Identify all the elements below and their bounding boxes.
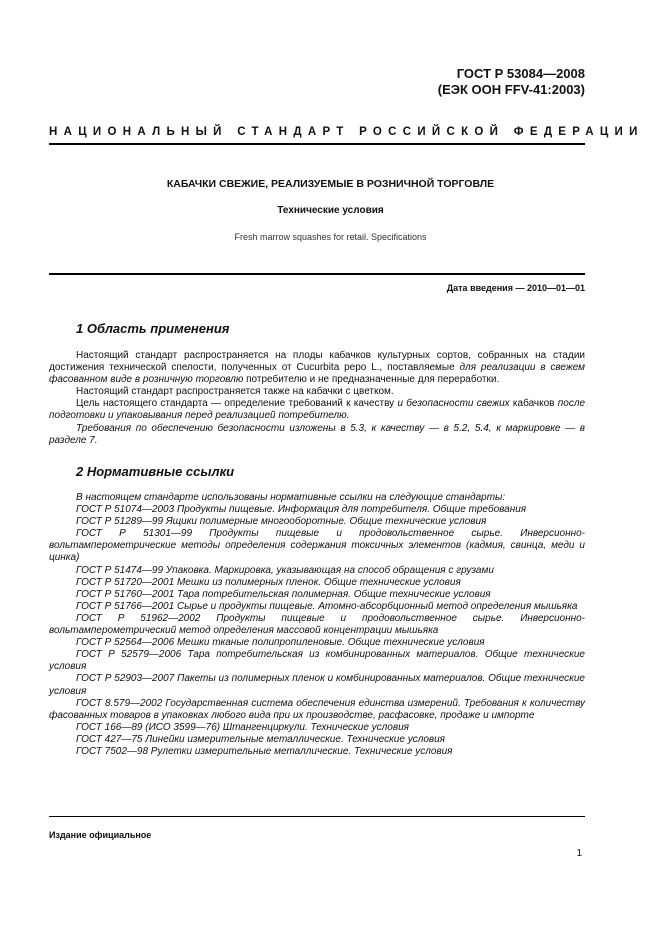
reference-item: ГОСТ Р 52579—2006 Тара потребительская из комбинированных материалов. Общие технические условия [49, 649, 585, 673]
document-subtitle: Технические условия [277, 205, 384, 216]
footer-rule [49, 816, 585, 817]
official-edition-label: Издание официальное [49, 830, 152, 840]
reference-item: ГОСТ Р 52564—2006 Мешки тканые полипропиленовые. Общие технические условия [76, 637, 485, 649]
reference-item: ГОСТ Р 51766—2001 Сырье и продукты пищевые. Атомно-абсорбционный метод определения мышьяка [76, 600, 578, 612]
text-run-italic: и безопасности свежих [397, 398, 510, 410]
document-title: КАБАЧКИ СВЕЖИЕ, РЕАЛИЗУЕМЫЕ В РОЗНИЧНОЙ ТОРГОВЛЕ [166, 178, 495, 190]
text-run: Настоящий стандарт распространяется на плоды кабачков культурных сортов, собранных на стадии достижения технической спелости, полученных от Cucurbita pepo L., поставляемые [49, 350, 585, 374]
reference-item: ГОСТ Р 51962—2002 Продукты пищевые и продовольственное сырье. Инверсионно-вольтамперометрический метод определения массовой концентрации мышьяка [49, 612, 585, 637]
section-2-heading: 2 Нормативные ссылки [76, 464, 235, 479]
introduction-date: Дата введения — 2010—01—01 [446, 283, 585, 293]
reference-item: ГОСТ Р 51720—2001 Мешки из полимерных пленок. Общие технические условия [76, 576, 461, 588]
standard-code: ГОСТ Р 53084—2008 [456, 66, 585, 81]
reference-item: ГОСТ Р 51760—2001 Тара потребительская полимерная. Общие технические условия [76, 588, 491, 600]
english-title: Fresh marrow squashes for retail. Specifications [234, 232, 427, 242]
section-1-heading: 1 Область применения [76, 321, 230, 336]
reference-item: ГОСТ Р 51474—99 Упаковка. Маркировка, указывающая на способ обращения с грузами [76, 564, 494, 576]
references-intro: В настоящем стандарте использованы нормативные ссылки на следующие стандарты: [76, 492, 506, 503]
section-2-body [49, 492, 585, 758]
text-run: кабачков [509, 398, 558, 410]
text-run: потребителю и не предназначенные для переработки. [243, 374, 500, 386]
reference-item: ГОСТ 8.579—2002 Государственная система обеспечения единства измерений. Требования к количеству фасованных товаров в упаковках любого вида при их производстве, расфасовке, продаже и импорте [49, 697, 585, 721]
text-run-italic: для реализации в свежем фасованном виде в розничную торговлю [49, 362, 586, 386]
reference-item: ГОСТ 7502—98 Рулетки измерительные металлические. Технические условия [76, 745, 453, 757]
reference-item: ГОСТ Р 51289—99 Ящики полимерные многооборотные. Общие технические условия [76, 516, 487, 528]
reference-item: ГОСТ Р 52903—2007 Пакеты из полимерных пленок и комбинированных материалов. Общие технические условия [49, 673, 585, 697]
title-rule [49, 273, 585, 275]
reference-item: ГОСТ 166—89 (ИСО 3599—76) Штангенциркули. Технические условия [76, 721, 409, 733]
top-rule [49, 143, 585, 145]
section-1-paragraph: Требования по обеспечению безопасности изложены в 5.3, к качеству — в 5.2, 5.4, к маркировке — в разделе 7. [49, 422, 585, 446]
standard-subcode: (ЕЭК ООН FFV-41:2003) [437, 82, 585, 97]
section-1-paragraph [49, 398, 585, 422]
reference-item: ГОСТ Р 51074—2003 Продукты пищевые. Информация для потребителя. Общие требования [76, 504, 527, 516]
text-run-italic: после подготовки и упаковывания перед реализацией потребителю. [49, 398, 586, 422]
reference-item: ГОСТ Р 51301—99 Продукты пищевые и продовольственное сырье. Инверсионно-вольтамперометрические методы определения содержания токсичных элементов (кадмия, свинца, меди и цинка) [49, 528, 585, 564]
section-1-paragraph: Настоящий стандарт распространяется также на кабачки с цветком. [76, 386, 394, 398]
page-number: 1 [576, 848, 582, 859]
section-1-paragraph [49, 350, 585, 386]
reference-item: ГОСТ 427—75 Линейки измерительные металлические. Технические условия [76, 733, 446, 745]
section-1-body [49, 350, 585, 447]
national-standard-banner: НАЦИОНАЛЬНЫЙ СТАНДАРТ РОССИЙСКОЙ ФЕДЕРАЦИИ [49, 126, 644, 138]
text-run: Цель настоящего стандарта — определение требований к качеству [76, 398, 398, 410]
